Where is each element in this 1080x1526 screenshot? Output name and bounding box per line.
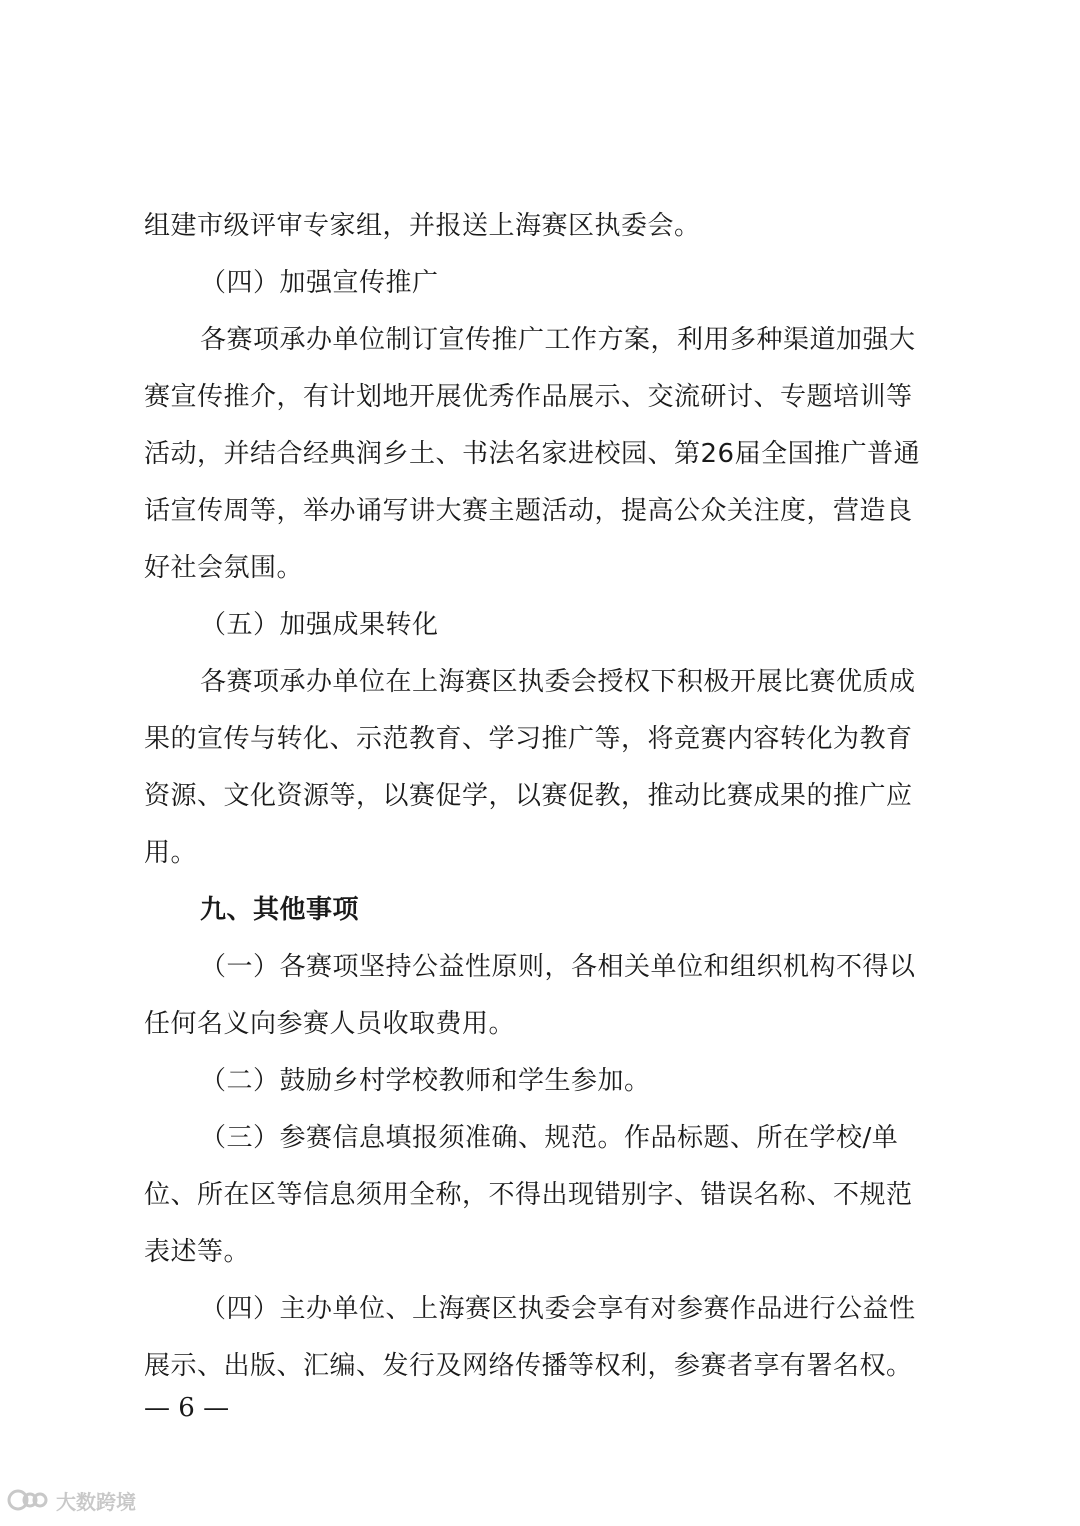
paragraph-line: 活动，并结合经典润乡土、书法名家进校园、第26届全国推广普通 [144,439,921,469]
section-heading-5: （五）加强成果转化 [200,610,439,640]
paragraph-line: 组建市级评审专家组，并报送上海赛区执委会。 [144,211,701,241]
paragraph-line: 任何名义向参赛人员收取费用。 [144,1009,516,1039]
watermark [6,1484,136,1516]
section-heading-4: （四）加强宣传推广 [200,268,439,298]
paragraph-line: （一）各赛项坚持公益性原则，各相关单位和组织机构不得以 [200,952,916,982]
paragraph-line: （四）主办单位、上海赛区执委会享有对参赛作品进行公益性 [200,1294,916,1324]
paragraph-line: 用。 [144,838,198,868]
paragraph-line: 好社会氛围。 [144,553,304,583]
watermark-logo-icon [6,1486,52,1514]
paragraph-line: 话宣传周等，举办诵写讲大赛主题活动，提高公众关注度，营造良 [144,496,913,526]
page-number: — 6 — [144,1393,230,1423]
paragraph-line: 位、所在区等信息须用全称，不得出现错别字、错误名称、不规范 [144,1180,913,1210]
paragraph-line: 赛宣传推介，有计划地开展优秀作品展示、交流研讨、专题培训等 [144,382,913,412]
paragraph-line: 表述等。 [144,1237,251,1267]
paragraph-line: （三）参赛信息填报须准确、规范。作品标题、所在学校/单 [200,1123,899,1153]
watermark-text: 大数跨境 [56,1489,136,1514]
paragraph-line: 各赛项承办单位制订宣传推广工作方案，利用多种渠道加强大 [200,325,916,355]
paragraph-line: （二）鼓励乡村学校教师和学生参加。 [200,1066,651,1096]
paragraph-line: 各赛项承办单位在上海赛区执委会授权下积极开展比赛优质成 [200,667,916,697]
chapter-heading-9: 九、其他事项 [200,895,360,925]
paragraph-line: 果的宣传与转化、示范教育、学习推广等，将竞赛内容转化为教育 [144,724,913,754]
paragraph-line: 展示、出版、汇编、发行及网络传播等权利，参赛者享有署名权。 [144,1351,913,1381]
paragraph-line: 资源、文化资源等，以赛促学，以赛促教，推动比赛成果的推广应 [144,781,913,811]
